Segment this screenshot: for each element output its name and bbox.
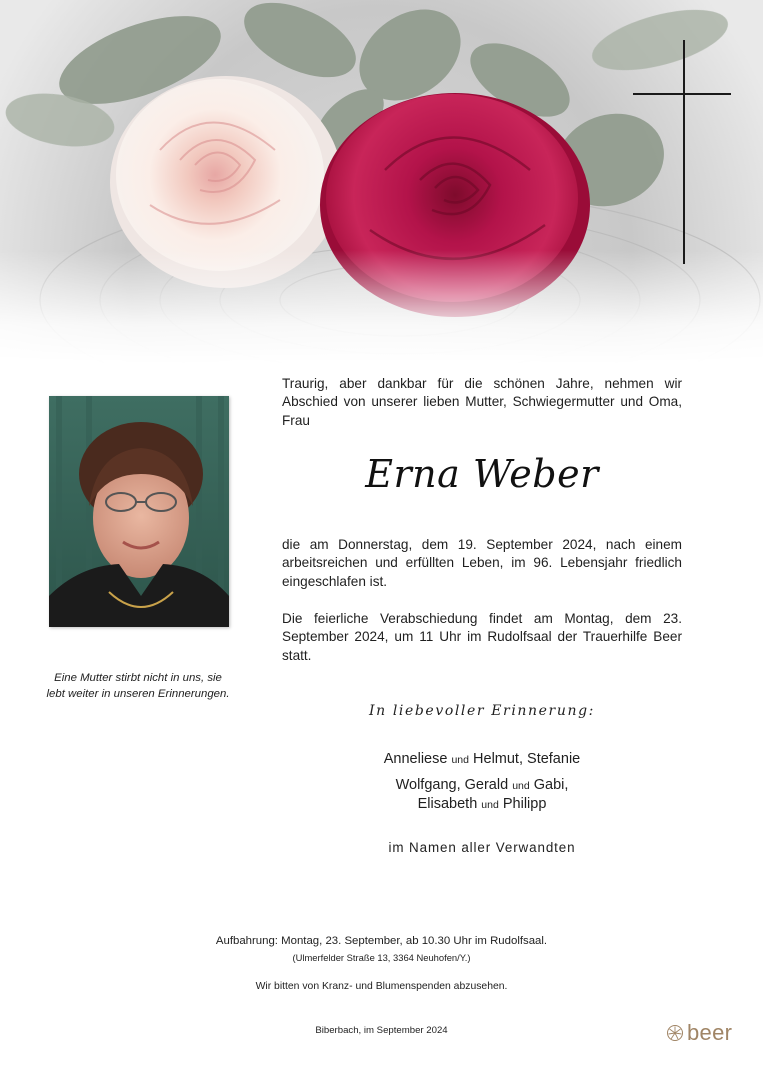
mourner-name: Philipp — [502, 796, 547, 812]
mourner-name: Elisabeth — [417, 796, 478, 812]
viewing-address: (Ulmerfelder Straße 13, 3364 Neuhofen/Y.) — [292, 952, 471, 963]
header-fade — [0, 250, 763, 365]
relatives-line: im Namen aller Verwandten — [388, 840, 576, 855]
passing-paragraph: die am Donnerstag, dem 19. September 2024, nach einem arbeitsreichen und erfüllten Leben, im 96. Lebensjahr friedlich eingeschlafen ist. — [282, 537, 682, 589]
und-connector: und — [481, 799, 499, 811]
header-photo-roses — [0, 0, 763, 365]
und-connector: und — [451, 754, 469, 766]
intro-paragraph: Traurig, aber dankbar für die schönen Jahre, nehmen wir Abschied von unserer lieben Mutter, Schwiegermutter und Oma, Frau — [282, 376, 682, 428]
donation-request: Wir bitten von Kranz- und Blumenspenden abzusehen. — [255, 981, 508, 992]
place-date: Biberbach, im September 2024 — [315, 1025, 448, 1036]
portrait-photo — [49, 396, 229, 627]
mourners-line-1 — [282, 751, 682, 767]
und-connector: und — [512, 780, 530, 792]
cross-icon-horizontal — [633, 93, 731, 95]
beer-logo — [666, 1018, 732, 1048]
mourners-line-2 — [282, 777, 682, 793]
dandelion-icon — [666, 1024, 684, 1042]
mourners-line-3 — [282, 796, 682, 812]
logo-text: beer — [687, 1020, 733, 1045]
memory-heading: In liebevoller Erinnerung: — [369, 703, 595, 719]
farewell-paragraph: Die feierliche Verabschiedung findet am Montag, dem 23. September 2024, um 11 Uhr im Rudolfsaal der Trauerhilfe Beer statt. — [282, 611, 682, 663]
deceased-name: Erna Weber — [365, 452, 599, 496]
mourner-name: Helmut, Stefanie — [473, 751, 581, 767]
mourner-name: Wolfgang, Gerald — [395, 777, 509, 793]
viewing-info: Aufbahrung: Montag, 23. September, ab 10.30 Uhr im Rudolfsaal. — [215, 935, 548, 947]
memorial-quote: Eine Mutter stirbt nicht in uns, sie lebt weiter in unseren Erinnerungen. — [46, 672, 230, 700]
mourner-name: Anneliese — [383, 751, 448, 767]
mourner-name: Gabi, — [533, 777, 569, 793]
cross-icon-vertical — [683, 40, 685, 264]
portrait-illustration — [49, 396, 229, 627]
